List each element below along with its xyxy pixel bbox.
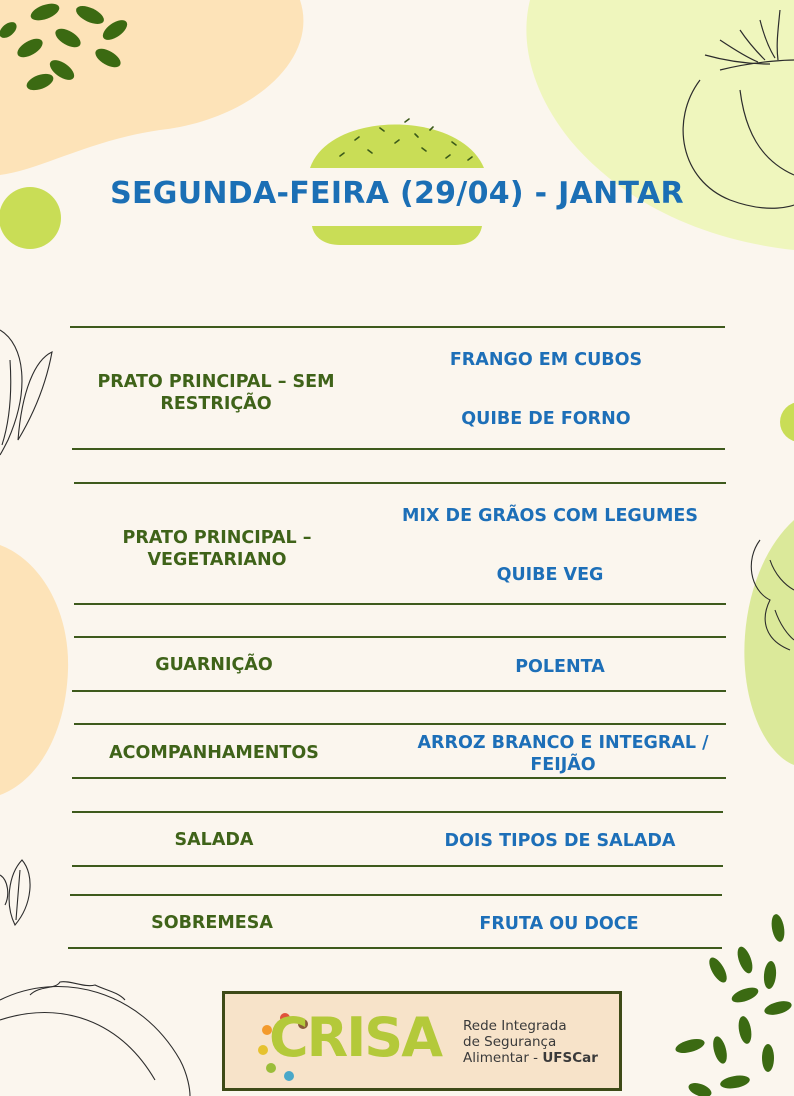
menu-row-label: PRATO PRINCIPAL – SEM RESTRIÇÃO [97, 372, 335, 414]
menu-row-value: DOIS TIPOS DE SALADA [444, 831, 676, 851]
row-divider [70, 326, 725, 328]
menu-row-label: PRATO PRINCIPAL – VEGETARIANO [122, 528, 312, 570]
row-divider [74, 603, 726, 605]
menu-row-label: SALADA [174, 830, 254, 850]
menu-row-label: SOBREMESA [151, 913, 273, 933]
page-title: SEGUNDA-FEIRA (29/04) - JANTAR [110, 176, 684, 211]
row-divider [72, 690, 726, 692]
crisa-logo [222, 991, 622, 1091]
row-divider [70, 894, 722, 896]
logo-wordmark: CRISA [269, 1006, 441, 1069]
menu-row-value: QUIBE DE FORNO [461, 409, 631, 429]
menu-row-label: GUARNIÇÃO [155, 655, 273, 675]
menu-row-value: MIX DE GRÃOS COM LEGUMES [402, 506, 698, 526]
logo-line-text: Alimentar - [463, 1050, 543, 1066]
logo-line: Rede Integrada [463, 1018, 567, 1034]
menu-row-value: POLENTA [515, 657, 605, 677]
menu-row-value: FRANGO EM CUBOS [449, 350, 643, 370]
logo-line-bold: UFSCar [542, 1050, 598, 1066]
row-divider [68, 947, 722, 949]
logo-tagline [463, 1018, 613, 1066]
logo-line [463, 1050, 613, 1066]
row-divider [74, 723, 726, 725]
menu-row-label: ACOMPANHAMENTOS [109, 743, 319, 763]
logo-line: de Segurança [463, 1034, 557, 1050]
menu-row-value: ARROZ BRANCO E INTEGRAL / FEIJÃO [417, 733, 709, 775]
row-divider [72, 865, 723, 867]
menu-row-value: QUIBE VEG [496, 565, 604, 585]
menu-row-value: FRUTA OU DOCE [479, 914, 639, 934]
row-divider [74, 482, 726, 484]
row-divider [72, 448, 725, 450]
row-divider [72, 811, 723, 813]
row-divider [72, 777, 726, 779]
row-divider [74, 636, 726, 638]
